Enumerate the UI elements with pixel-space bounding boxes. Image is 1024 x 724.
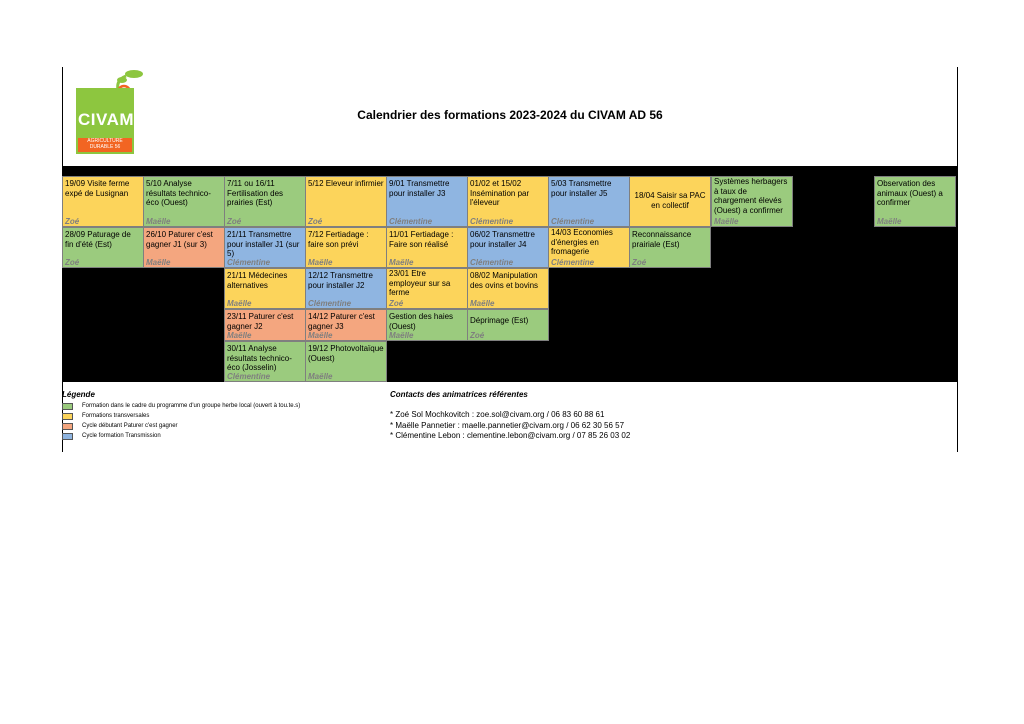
calendar-cell: 23/11 Paturer c'est gagner J2 Maëlle [224,309,306,341]
calendar-cell: 01/02 et 15/02 Insémination par l'éleveur Clémentine [467,176,549,227]
calendar-cell: 18/04 Saisir sa PAC en collectif [629,176,711,227]
calendar-cell: 26/10 Paturer c'est gagner J1 (sur 3) Maëlle [143,227,225,268]
calendar-cell: Systèmes herbagers à taux de chargement élevés (Ouest) a confirmer Maëlle [711,176,793,227]
calendar-cell: 14/03 Economies d'énergies en fromagerie Clémentine [548,227,630,268]
calendar-cell: 06/02 Transmettre pour installer J4 Clémentine [467,227,549,268]
contact-line: * Maëlle Pannetier : maelle.pannetier@civam.org / 06 62 30 56 57 [390,420,625,430]
legend-item [62,421,382,431]
legend-item [62,431,382,441]
legend-title: Légende [62,390,95,399]
calendar-cell: 08/02 Manipulation des ovins et bovins Maëlle [467,268,549,309]
calendar-header-band [62,166,958,176]
calendar-cell: 9/01 Transmettre pour installer J3 Clémentine [386,176,468,227]
calendar-cell: 5/12 Eleveur infirmier Zoé [305,176,387,227]
legend-item [62,411,382,421]
calendar-cell: Reconnaissance prairiale (Est) Zoé [629,227,711,268]
calendar-cell: Gestion des haies (Ouest) Maëlle [386,309,468,341]
contact-line: * Clémentine Lebon : clementine.lebon@civam.org / 07 85 26 03 02 [390,431,631,440]
calendar-cell: 21/11 Transmettre pour installer J1 (sur 5) Clémentine [224,227,306,268]
legend [62,390,382,441]
legend-label: Formations transversales [82,413,150,419]
legend-swatch [62,413,73,420]
contact-line: * Zoé Sol Mochkovitch : zoe.sol@civam.org / 06 83 60 88 61 [390,410,605,419]
calendar-cell: 23/01 Etre employeur sur sa ferme Zoé [386,268,468,309]
calendar-cell: 5/10 Analyse résultats technico-éco (Ouest) Maëlle [143,176,225,227]
calendar-cell: 12/12 Transmettre pour installer J2 Clémentine [305,268,387,309]
legend-swatch [62,423,73,430]
calendar-cell: 19/09 Visite ferme expé de Lusignan Zoé [62,176,144,227]
calendar-cell: 19/12 Photovoltaïque (Ouest) Maëlle [305,341,387,382]
logo-subtext: AGRICULTURE DURABLE 56 [78,138,132,152]
legend-label: Cycle formation Transmission [82,433,161,439]
calendar-cell: 14/12 Paturer c'est gagner J3 Maëlle [305,309,387,341]
calendar-cell: 30/11 Analyse résultats technico-éco (Josselin) Clémentine [224,341,306,382]
legend-item [62,401,382,411]
calendar-cell: 11/01 Fertiadage : Faire son réalisé Maëlle [386,227,468,268]
calendar-cell: 5/03 Transmettre pour installer J5 Clémentine [548,176,630,227]
calendar-cell: Observation des animaux (Ouest) a confirmer Maëlle [874,176,956,227]
legend-swatch [62,403,73,410]
civam-logo [76,68,148,156]
calendar-cell: 28/09 Paturage de fin d'été (Est) Zoé [62,227,144,268]
contacts [390,390,770,442]
calendar-cell: 7/12 Fertiadage : faire son prévi Maëlle [305,227,387,268]
legend-label: Cycle débutant Paturer c'est gagner [82,423,178,429]
calendar-cell: 21/11 Médecines alternatives Maëlle [224,268,306,309]
calendar-cell: Déprimage (Est) Zoé [467,309,549,341]
calendar-cell: 7/11 ou 16/11 Fertilisation des prairies (Est) Zoé [224,176,306,227]
page-title: Calendrier des formations 2023-2024 du CIVAM AD 56 [357,108,663,122]
logo-text: CIVAM [78,110,135,129]
legend-swatch [62,433,73,440]
contacts-title: Contacts des animatrices référentes [390,390,528,399]
legend-label: Formation dans le cadre du programme d'un groupe herbe local (ouvert à tou.te.s) [82,403,301,409]
